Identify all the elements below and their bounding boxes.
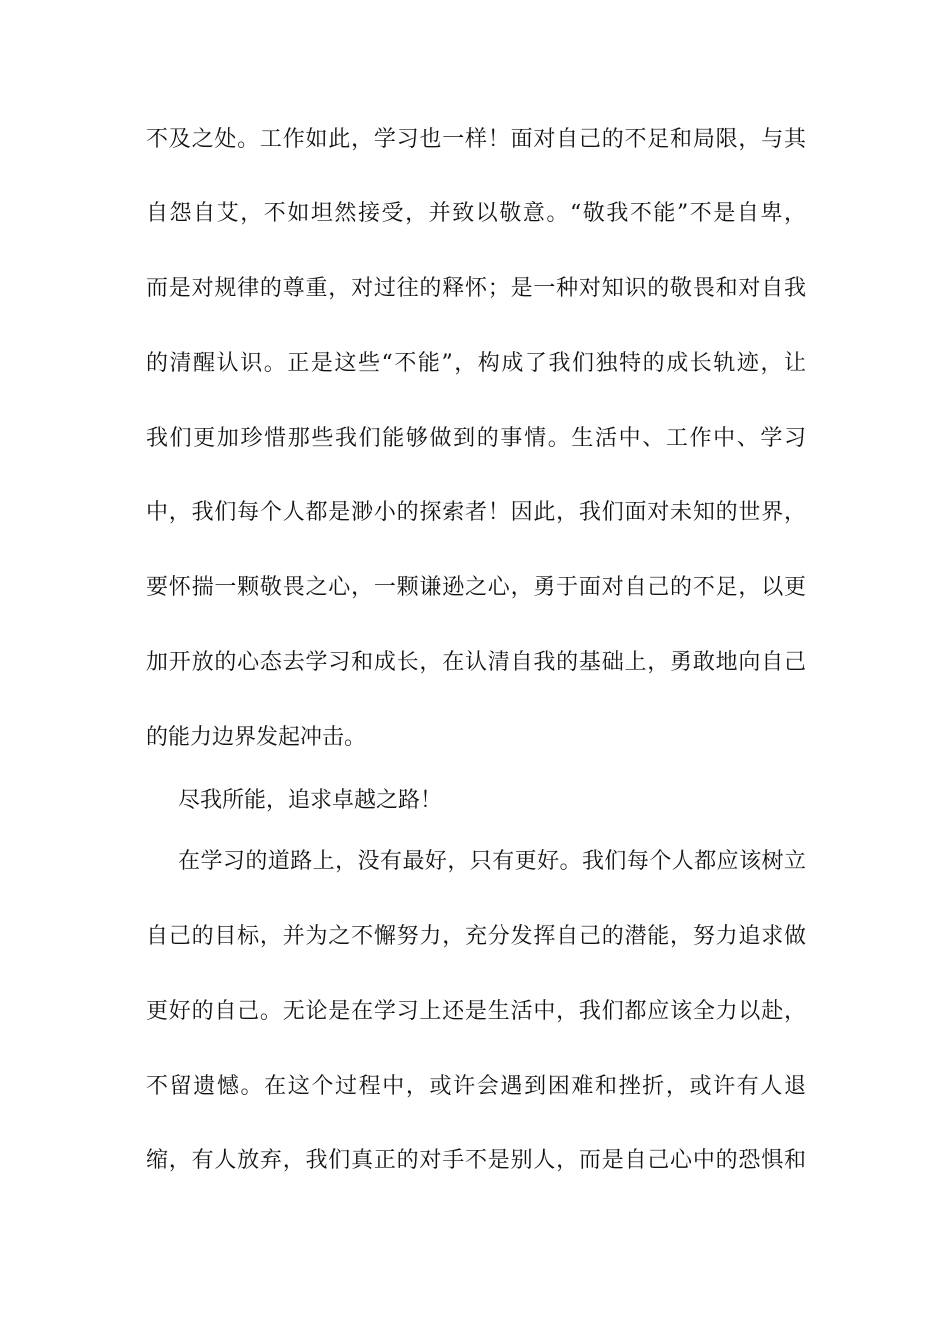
paragraph-line: 要怀揣一颗敬畏之心，一颗谦逊之心，勇于面对自己的不足，以更 — [146, 575, 806, 600]
paragraph-line: 我们更加珍惜那些我们能够做到的事情。生活中、工作中、学习 — [146, 426, 806, 451]
paragraph-line: 自怨自艾，不如坦然接受，并致以敬意。“敬我不能”不是自卑， — [146, 201, 806, 226]
paragraph-line: 不及之处。工作如此，学习也一样！面对自己的不足和局限，与其 — [146, 127, 806, 152]
paragraph-line: 更好的自己。无论是在学习上还是生活中，我们都应该全力以赴， — [146, 999, 806, 1024]
paragraph-line: 自己的目标，并为之不懈努力，充分发挥自己的潜能，努力追求做 — [146, 924, 806, 949]
paragraph-line: 缩，有人放弃，我们真正的对手不是别人，而是自己心中的恐惧和 — [146, 1148, 806, 1173]
paragraph-line: 中，我们每个人都是渺小的探索者！因此，我们面对未知的世界， — [146, 500, 806, 525]
paragraph-line: 在学习的道路上，没有最好，只有更好。我们每个人都应该树立 — [178, 849, 806, 874]
paragraph-line: 的清醒认识。正是这些“不能”，构成了我们独特的成长轨迹，让 — [146, 351, 806, 376]
paragraph-line: 加开放的心态去学习和成长，在认清自我的基础上，勇敢地向自己 — [146, 650, 806, 675]
paragraph-line: 而是对规律的尊重，对过往的释怀；是一种对知识的敬畏和对自我 — [146, 276, 806, 301]
paragraph-line: 的能力边界发起冲击。 — [146, 725, 367, 750]
section-heading: 尽我所能，追求卓越之路！ — [178, 788, 443, 813]
paragraph-line: 不留遗憾。在这个过程中，或许会遇到困难和挫折，或许有人退 — [146, 1074, 806, 1099]
